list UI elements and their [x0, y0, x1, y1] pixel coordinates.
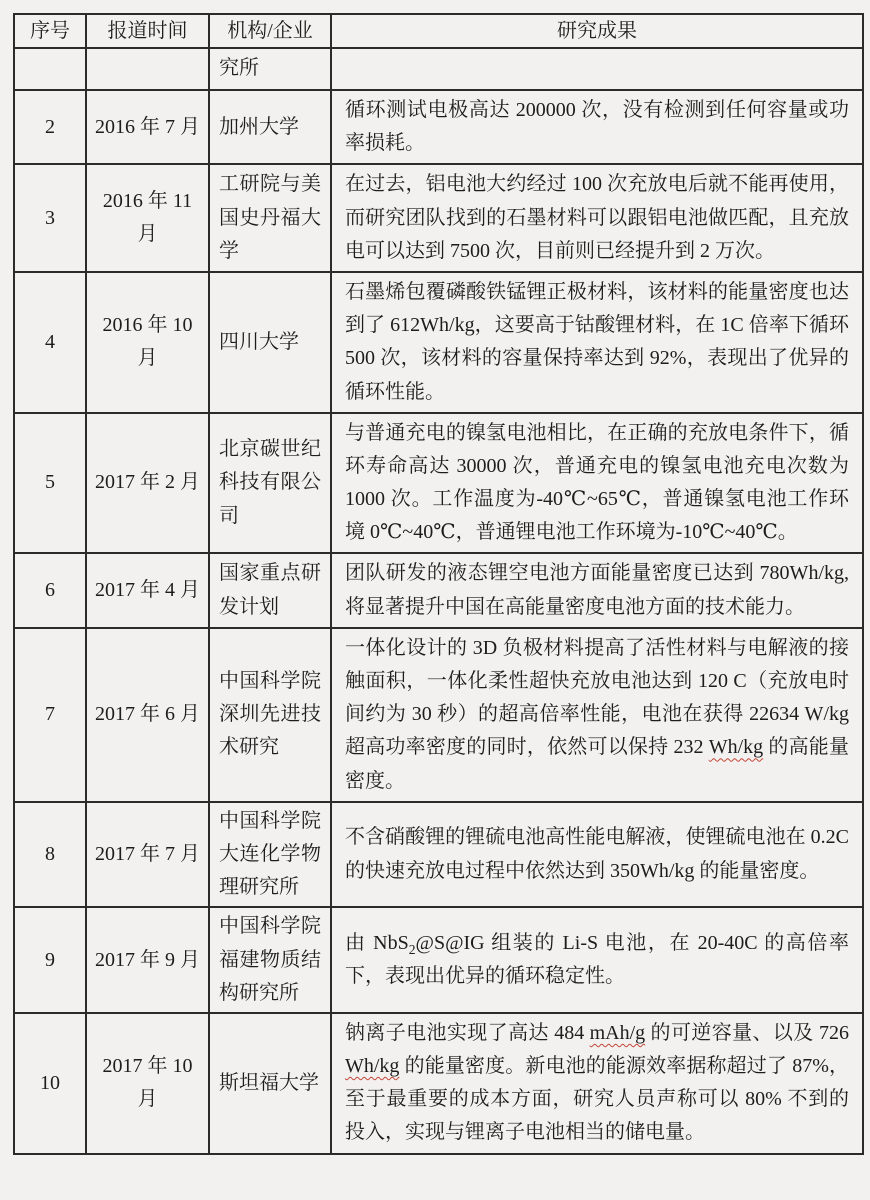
- cell-report-date: 2017 年 4 月: [86, 553, 209, 627]
- cell-report-date: 2016 年 11 月: [86, 164, 209, 272]
- cell-research-result: [331, 802, 863, 908]
- cell-serial-number: 3: [14, 164, 86, 272]
- cell-organization: 工研院与美国史丹福大学: [209, 164, 331, 272]
- header-serial-number: 序号: [14, 14, 86, 48]
- cell-report-date: 2017 年 6 月: [86, 628, 209, 802]
- cell-research-result: [331, 272, 863, 413]
- cell-serial-number: [14, 48, 86, 90]
- cell-report-date: 2017 年 2 月: [86, 413, 209, 554]
- cell-report-date: 2017 年 9 月: [86, 907, 209, 1013]
- cell-serial-number: 4: [14, 272, 86, 413]
- result-text: @S@IG 组装的 Li-S 电池，在 20-40C 的高倍率下，表现出优异的循环稳定性。: [345, 931, 849, 988]
- cell-research-result: [331, 164, 863, 272]
- cell-serial-number: 5: [14, 413, 86, 554]
- cell-serial-number: 2: [14, 90, 86, 164]
- table-row: [14, 90, 863, 164]
- cell-serial-number: 6: [14, 553, 86, 627]
- cell-research-result: [331, 628, 863, 802]
- cell-organization: 中国科学院福建物质结构研究所: [209, 907, 331, 1013]
- cell-organization: 加州大学: [209, 90, 331, 164]
- cell-serial-number: 10: [14, 1013, 86, 1154]
- result-text: 循环测试电极高达 200000 次，没有检测到任何容量或功率损耗。: [345, 99, 849, 155]
- result-text: 在过去，铝电池大约经过 100 次充放电后就不能再使用，而研究团队找到的石墨材料可以跟铝电池做匹配，且充放电可以达到 7500 次，目前则已经提升到 2 万次。: [345, 173, 849, 262]
- spellcheck-flagged-text: mAh/g: [589, 1021, 646, 1044]
- result-text: 不含硝酸锂的锂硫电池高性能电解液，使锂硫电池在 0.2C 的快速充放电过程中依然达到 350Wh/kg 的能量密度。: [345, 826, 849, 882]
- spellcheck-flagged-text: Wh/kg: [708, 736, 764, 759]
- cell-organization: 究所: [209, 48, 331, 90]
- cell-research-result: [331, 1013, 863, 1154]
- result-text: 的可逆容量、以及 726: [645, 1021, 850, 1044]
- cell-organization: 北京碳世纪科技有限公司: [209, 413, 331, 554]
- cell-serial-number: 7: [14, 628, 86, 802]
- cell-serial-number: 9: [14, 907, 86, 1013]
- table-row: [14, 802, 863, 908]
- subscript-text: 2: [408, 941, 416, 957]
- table-row: [14, 628, 863, 802]
- result-text: 与普通充电的镍氢电池相比，在正确的充放电条件下，循环寿命高达 30000 次，普通充电的镍氢电池充电次数为 1000 次。工作温度为-40℃~65℃，普通镍氢电池工作环境 0℃~40℃，普通锂电池工作环境为-10℃~40℃。: [345, 421, 849, 544]
- result-text: 的高能量密度。: [345, 736, 850, 792]
- result-text: 一体化设计的 3D 负极材料提高了活性材料与电解液的接触面积，一体化柔性超快充放电池达到 120 C（充放电时间约为 30 秒）的超高倍率性能，电池在获得 22634 W/kg 超高功率密度的同时，依然可以保持 232: [345, 636, 849, 759]
- cell-research-result: [331, 413, 863, 554]
- header-report-date: 报道时间: [86, 14, 209, 48]
- table-row: [14, 413, 863, 554]
- cell-report-date: 2017 年 7 月: [86, 802, 209, 908]
- cell-organization: 中国科学院大连化学物理研究所: [209, 802, 331, 908]
- header-research-result: 研究成果: [331, 14, 863, 48]
- cell-report-date: 2016 年 7 月: [86, 90, 209, 164]
- cell-research-result: [331, 907, 863, 1013]
- header-organization: 机构/企业: [209, 14, 331, 48]
- table-row: [14, 553, 863, 627]
- table-row: [14, 164, 863, 272]
- cell-organization: 斯坦福大学: [209, 1013, 331, 1154]
- document-sheet: [13, 13, 862, 1155]
- cell-report-date: [86, 48, 209, 90]
- cell-research-result: [331, 48, 863, 90]
- result-text: 的能量密度。新电池的能源效率据称超过了 87%，至于最重要的成本方面，研究人员声称可以 80% 不到的投入，实现与锂离子电池相当的储电量。: [345, 1055, 849, 1144]
- result-text: 石墨烯包覆磷酸铁锰锂正极材料，该材料的能量密度也达到了 612Wh/kg，这要高于钴酸锂材料，在 1C 倍率下循环 500 次，该材料的容量保持率达到 92%，表现出了优异的循环性能。: [345, 280, 849, 403]
- table-row: [14, 272, 863, 413]
- research-results-table: [13, 13, 864, 1155]
- cell-report-date: 2017 年 10 月: [86, 1013, 209, 1154]
- table-row: [14, 907, 863, 1013]
- table-header-row: [14, 14, 863, 48]
- result-text: 团队研发的液态锂空电池方面能量密度已达到 780Wh/kg,将显著提升中国在高能量密度电池方面的技术能力。: [345, 562, 849, 618]
- cell-research-result: [331, 553, 863, 627]
- cell-research-result: [331, 90, 863, 164]
- result-text: 钠离子电池实现了高达 484: [345, 1021, 590, 1044]
- cell-organization: 四川大学: [209, 272, 331, 413]
- table-body: [14, 48, 863, 1154]
- carryover-row: [14, 48, 863, 90]
- result-text: 由 NbS: [345, 931, 409, 954]
- cell-report-date: 2016 年 10 月: [86, 272, 209, 413]
- table-row: [14, 1013, 863, 1154]
- spellcheck-flagged-text: Wh/kg: [345, 1055, 400, 1078]
- cell-organization: 国家重点研发计划: [209, 553, 331, 627]
- cell-organization: 中国科学院深圳先进技术研究: [209, 628, 331, 802]
- cell-serial-number: 8: [14, 802, 86, 908]
